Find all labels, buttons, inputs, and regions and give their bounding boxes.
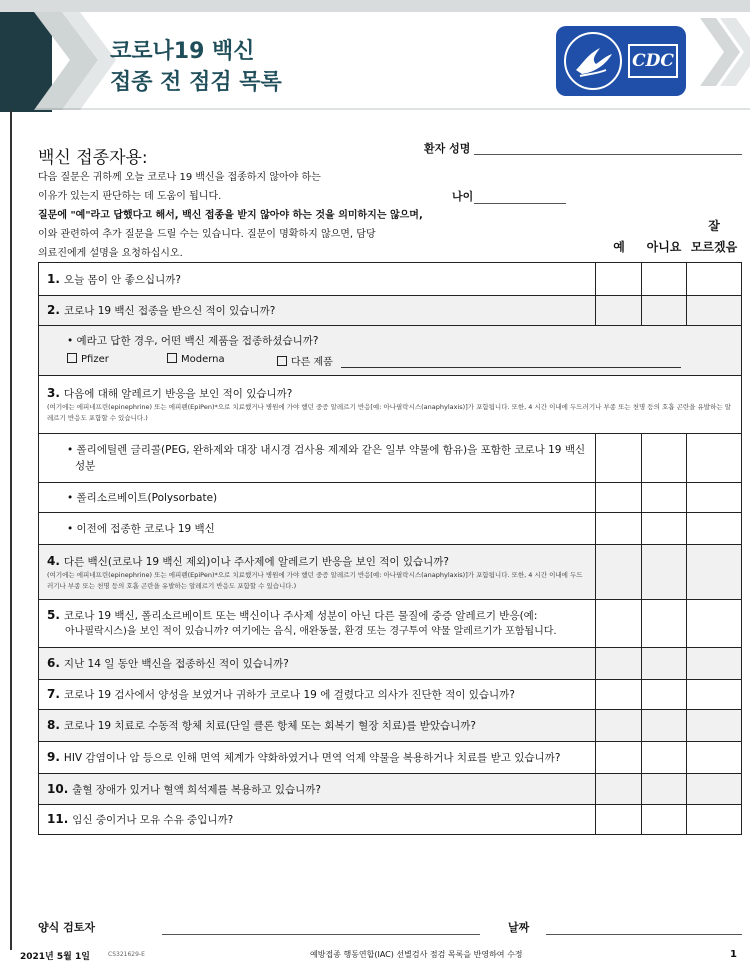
table-row <box>39 326 741 376</box>
other-product-field[interactable] <box>341 353 681 368</box>
question-text-line-1: 코로나 19 백신, 폴리소르베이트 또는 백신이나 주사제 성분이 아닌 다른 물질에 중증 알레르기 반응(예: <box>63 610 538 622</box>
answer-no-cell[interactable] <box>641 296 686 325</box>
question-text: 코로나 19 치료로 수동적 항체 치료(단일 클론 항체 또는 회복기 혈장 치료)를 받았습니까? <box>63 720 476 732</box>
question-text-line-2: 아나필락시스)을 보인 적이 있습니까? 여기에는 음식, 애완동물, 환경 또는 경구투여 약물 알레르기가 포함됩니다. <box>65 626 557 637</box>
hhs-seal-icon <box>564 32 622 90</box>
answer-no-cell[interactable] <box>641 774 686 804</box>
answer-yes-cell[interactable] <box>595 680 641 709</box>
question-number: 5. <box>47 608 60 622</box>
table-row <box>39 805 741 834</box>
question-cell <box>39 513 595 544</box>
answer-no-cell[interactable] <box>641 680 686 709</box>
question-text-line-1: • 폴리에틸렌 글리콜(PEG, 완하제와 대장 내시경 검사용 제제와 같은 일부 약물에 함유)을 포함한 코로나 19 백신 <box>67 444 586 456</box>
answer-no-cell[interactable] <box>641 648 686 679</box>
question-cell <box>39 296 595 325</box>
answer-no-cell[interactable] <box>641 263 686 295</box>
question-text: • 폴리소르베이트(Polysorbate) <box>67 491 218 504</box>
answer-yes-cell[interactable] <box>595 296 641 325</box>
question-cell <box>39 263 595 295</box>
question-cell <box>39 805 595 834</box>
question-text: 코로나 19 검사에서 양성을 보였거나 귀하가 코로나 19 에 걸렸다고 의사가 진단한 적이 있습니까? <box>63 689 515 701</box>
answer-dont-know-cell[interactable] <box>686 805 741 834</box>
answer-no-cell[interactable] <box>641 513 686 544</box>
answer-no-cell[interactable] <box>641 483 686 512</box>
table-row <box>39 600 741 648</box>
table-row <box>39 296 741 326</box>
table-row <box>39 742 741 774</box>
intro-line-2: 이유가 있는지 판단하는 데 도움이 됩니다. <box>38 191 222 202</box>
answer-yes-cell[interactable] <box>595 774 641 804</box>
question-text: 다른 백신(코로나 19 백신 제외)이나 주사제에 알레르기 반응을 보인 적이 있습니까? <box>63 555 449 568</box>
checkbox-icon[interactable] <box>167 353 177 363</box>
document-code: CS321629-E <box>108 951 145 958</box>
answer-dont-know-cell[interactable] <box>686 680 741 709</box>
question-cell <box>39 376 741 433</box>
table-row <box>39 648 741 680</box>
left-accent-rule <box>10 110 12 950</box>
column-header-dont-know-line-2: 모르겠음 <box>690 240 738 254</box>
table-row <box>39 434 741 483</box>
intro-heading: 백신 접종자용: <box>38 148 148 168</box>
question-text: 다음에 대해 알레르기 반응을 보인 적이 있습니까? <box>63 388 293 400</box>
answer-no-cell[interactable] <box>641 434 686 482</box>
answer-dont-know-cell[interactable] <box>686 774 741 804</box>
question-text: 오늘 몸이 안 좋으십니까? <box>63 273 181 286</box>
age-label: 나이 <box>452 190 474 203</box>
question-number: 7. <box>47 687 60 701</box>
question-cell <box>39 600 595 647</box>
answer-dont-know-cell[interactable] <box>686 483 741 512</box>
question-number: 2. <box>47 303 60 317</box>
answer-dont-know-cell[interactable] <box>686 513 741 544</box>
table-row <box>39 774 741 805</box>
checkbox-icon[interactable] <box>67 353 77 363</box>
table-row <box>39 376 741 434</box>
question-cell <box>39 483 595 512</box>
vaccine-product-options <box>67 353 733 368</box>
question-cell <box>39 434 595 482</box>
answer-dont-know-cell[interactable] <box>686 742 741 773</box>
option-moderna[interactable] <box>167 353 277 368</box>
answer-no-cell[interactable] <box>641 710 686 741</box>
intro-line-4: 이와 관련하여 추가 질문을 드릴 수는 있습니다. 질문이 명확하지 않으면, 담당 <box>38 229 376 240</box>
question-text: 출혈 장애가 있거나 혈액 희석제를 복용하고 있습니까? <box>72 783 322 796</box>
answer-yes-cell[interactable] <box>595 648 641 679</box>
question-number: 3. <box>47 386 60 400</box>
question-cell <box>39 648 595 679</box>
answer-no-cell[interactable] <box>641 600 686 647</box>
answer-yes-cell[interactable] <box>595 742 641 773</box>
question-text: 코로나 19 백신 접종을 받으신 적이 있습니까? <box>63 305 276 317</box>
answer-dont-know-cell[interactable] <box>686 648 741 679</box>
answer-yes-cell[interactable] <box>595 710 641 741</box>
question-number: 11. <box>47 812 69 826</box>
answer-yes-cell[interactable] <box>595 263 641 295</box>
question-cell <box>39 545 595 599</box>
screening-checklist-table <box>38 262 742 835</box>
answer-yes-cell[interactable] <box>595 805 641 834</box>
cdc-logo-text: CDC <box>632 51 674 71</box>
intro-text <box>38 168 458 263</box>
question-text: • 예라고 답한 경우, 어떤 백신 제품을 접종하셨습니까? <box>67 335 319 347</box>
question-cell <box>39 774 595 804</box>
table-row <box>39 483 741 513</box>
cdc-logo-icon <box>628 44 678 78</box>
answer-dont-know-cell[interactable] <box>686 296 741 325</box>
answer-yes-cell[interactable] <box>595 600 641 647</box>
question-note: (여기에는 에피네프린(epinephrine) 또는 에피펜(EpiPen)*으로 치료했거나 병원에 가야 했던 중증 알레르기 반응[예: 아나필락시스(anaphylaxis)]가 포함됩니다. 또한, 4 시간 이내에 두드러기나 부종 또는 천명 등의 호흡 곤란을 유발하는 알레르기 반응도 포함할 수 있습니다.) <box>47 570 583 590</box>
checkbox-icon[interactable] <box>277 356 287 366</box>
reviewer-label: 양식 검토자 <box>38 921 95 934</box>
hhs-cdc-logo <box>556 26 686 96</box>
patient-name-label: 환자 성명 <box>424 142 471 155</box>
patient-name-field[interactable] <box>474 154 742 155</box>
option-pfizer[interactable] <box>67 353 167 368</box>
footer-credit: 예방접종 행동연합(IAC) 선별검사 점검 목록을 반영하여 수정 <box>310 950 523 959</box>
question-number: 4. <box>47 553 60 568</box>
question-text: HIV 감염이나 암 등으로 인해 면역 체계가 약화하였거나 면역 억제 약물을 복용하거나 치료를 받고 있습니까? <box>63 752 561 764</box>
question-cell <box>39 326 741 375</box>
question-number: 8. <box>47 718 60 732</box>
question-number: 6. <box>47 656 60 670</box>
question-text-line-2: 성분 <box>75 460 96 472</box>
answer-dont-know-cell[interactable] <box>686 434 741 482</box>
table-row <box>39 545 741 600</box>
table-row <box>39 710 741 742</box>
column-header-dont-know-line-1: 잘 <box>708 219 720 233</box>
answer-no-cell[interactable] <box>641 742 686 773</box>
question-cell <box>39 742 595 773</box>
column-header-dont-know <box>686 216 742 258</box>
option-other-label: 다른 제품 <box>291 357 333 368</box>
footer-date: 2021년 5월 1일 <box>20 952 90 962</box>
table-row <box>39 263 741 296</box>
date-field[interactable] <box>546 934 742 935</box>
question-cell <box>39 680 595 709</box>
intro-line-5: 의료진에게 설명을 요청하십시오. <box>38 248 183 259</box>
option-pfizer-label: Pfizer <box>81 354 109 365</box>
answer-yes-cell[interactable] <box>595 513 641 544</box>
page-title <box>110 36 282 98</box>
question-text: • 이전에 접종한 코로나 19 백신 <box>67 522 215 535</box>
column-header-no: 아니요 <box>646 240 682 254</box>
answer-dont-know-cell[interactable] <box>686 600 741 647</box>
answer-dont-know-cell[interactable] <box>686 263 741 295</box>
question-number: 10. <box>47 781 69 796</box>
intro-line-3: 질문에 "예"라고 답했다고 해서, 백신 접종을 받지 않아야 하는 것을 의미하지는 않으며, <box>38 210 423 221</box>
option-other[interactable] <box>277 353 333 368</box>
column-header-yes: 예 <box>613 240 625 254</box>
date-label: 날짜 <box>508 921 530 934</box>
title-line-1: 코로나19 백신 <box>110 39 255 64</box>
question-number: 9. <box>47 750 60 764</box>
answer-no-cell[interactable] <box>641 545 686 599</box>
answer-dont-know-cell[interactable] <box>686 710 741 741</box>
table-row <box>39 680 741 710</box>
answer-no-cell[interactable] <box>641 805 686 834</box>
answer-dont-know-cell[interactable] <box>686 545 741 599</box>
reviewer-field[interactable] <box>162 934 480 935</box>
answer-yes-cell[interactable] <box>595 483 641 512</box>
question-cell <box>39 710 595 741</box>
option-moderna-label: Moderna <box>181 354 225 365</box>
question-text: 지난 14 일 동안 백신을 접종하신 적이 있습니까? <box>63 658 289 670</box>
question-number: 1. <box>47 271 60 286</box>
page-number: 1 <box>730 949 737 960</box>
title-line-2: 접종 전 점검 목록 <box>110 70 282 95</box>
question-note: (여기에는 에피네프린(epinephrine) 또는 에피펜(EpiPen)*으로 치료했거나 병원에 가야 했던 중증 알레르기 반응[예: 아나필락시스(anaphylaxis)]가 포함됩니다. 또한, 4 시간 이내에 두드러기나 부종 또는 천명 등의 호흡 곤란을 유발하는 알레르기 반응도 포함할 수 있습니다.) <box>47 403 731 422</box>
answer-yes-cell[interactable] <box>595 545 641 599</box>
question-text: 임신 중이거나 모유 수유 중입니까? <box>72 814 234 826</box>
table-row <box>39 513 741 545</box>
intro-line-1: 다음 질문은 귀하께 오늘 코로나 19 백신을 접종하지 않아야 하는 <box>38 172 321 183</box>
age-field[interactable] <box>474 203 566 204</box>
answer-yes-cell[interactable] <box>595 434 641 482</box>
